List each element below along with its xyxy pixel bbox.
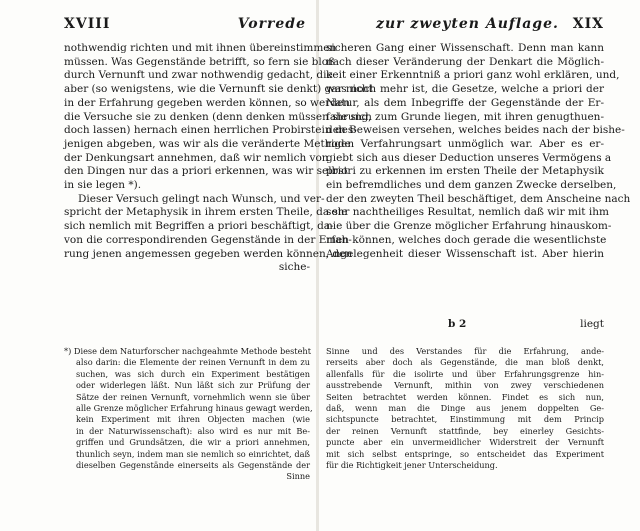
text-line: was noch mehr ist, die Gesetze, welche a priori der [326,83,604,96]
text-line: nach dieser Veränderung der Denkart die Möglich- [326,55,604,68]
text-line: sehr nachtheiliges Resultat, nemlich daß wir mit ihm [326,206,609,219]
page-number: XVIII [64,16,111,32]
footnote-catchword: Sinne [286,471,310,482]
footnote-line: daß, wenn man die Dinge aus jenem doppelten Ge- [326,403,604,414]
running-title: zur zweyten Auflage. [376,16,559,32]
footnote-line: Sinne und des Verstandes für die Erfahrung, ande- [326,346,604,356]
footnote-line: in der Naturwissenschaft): also wird es nur mit Be- [76,425,310,436]
footnote-line: kein Experiment mit ihren Objecten machen (wie [76,414,310,425]
text-line: in der Erfahrung gegeben werden können, so werden [64,96,350,109]
right-body-text [326,42,631,261]
text-line: sicheren Gang einer Wissenschaft. Denn man kann [326,42,604,54]
left-running-header [64,14,310,40]
text-line: jenigen abgeben, was wir als die veränderte Methode [64,137,351,150]
text-line: durch Vernunft und zwar nothwendig gedacht, die [64,69,333,82]
right-footnote [326,346,604,471]
text-line: priori zu erkennen im ersten Theile der Metaphysik [326,165,604,178]
text-line: spricht der Metaphysik in ihrem ersten Theile, da sie [64,206,348,219]
signature-mark: b 2 [448,318,467,330]
footnote-line: dieselben Gegenstände einerseits als Gegenstände der [76,460,310,471]
footnote-line: oder widerlegen läßt. Nun läßt sich zur Prüfung der [76,380,310,391]
footnote-line: Seiten betrachtet werden können. Findet es sich nun, [326,391,604,402]
text-line: rung jenen angemessen gegeben werden können, den [64,247,353,260]
text-line: Angelegenheit dieser Wissenschaft ist. Aber hierin [326,247,604,260]
page-number: XIX [572,16,604,32]
text-line: sich nemlich mit Begriffen a priori beschäftigt, da- [64,220,334,233]
text-line: nothwendig richten und mit ihnen übereinstimmen [64,42,337,54]
text-line: fahrung, zum Grunde liegen, mit ihren genugthuen- [326,110,604,123]
footnote-line: also darin: die Elemente der reinen Vernunft in dem zu [76,357,310,368]
text-line: rigen Verfahrungsart unmöglich war. Aber es er- [326,137,604,150]
text-line: den Dingen nur das a priori erkennen, was wir selbst [64,165,348,178]
footnote-line: griffen und Grundsätzen, die wir a priori annehmen, [76,437,310,448]
right-page [318,0,640,531]
left-body-text [64,42,373,275]
text-line: Natur, als dem Inbegriffe der Gegenstände der Er- [326,96,604,109]
footnote-line: allenfalls für die isolirte und über Erfahrungsgrenze hin- [326,368,604,379]
text-line: giebt sich aus dieser Deduction unseres Vermögens a [326,151,612,164]
running-title: Vorrede [237,16,306,32]
text-line: men können, welches doch gerade die wesentlichste [326,233,607,246]
text-line: der Denkungsart annehmen, daß wir nemlich von [64,151,329,164]
right-running-header [326,14,604,40]
text-line: ein befremdliches und dem ganzen Zwecke derselben, [326,179,617,192]
text-line: keit einer Erkenntniß a priori ganz wohl erklären, und, [326,69,620,82]
catchword: siche- [278,261,310,274]
footnote-line: ausstrebende Vernunft, mithin von zwey verschiedenen [326,380,604,391]
text-line: den Beweisen versehen, welches beides nach der bishe- [326,124,625,137]
footnote-line: thunlich seyn, indem man sie nemlich so einrichtet, daß [76,448,310,459]
text-line: nie über die Grenze möglicher Erfahrung hinauskom- [326,220,612,233]
footnote-line: alle Grenze möglicher Erfahrung hinaus gewagt werden, [76,403,313,414]
text-line: müssen. Was Gegenstände betrifft, so fern sie bloß [64,55,336,68]
footnote-line: mit sich selbst entspringe, so entscheidet das Experiment [326,448,604,459]
footnote-line: suchen, was sich durch ein Experiment bestätigen [76,368,310,379]
footnote-line: rerseits aber doch als Gegenstände, die man bloß denkt, [326,357,604,368]
footnote-line: Sätze der reinen Vernunft, vornehmlich wenn sie über [76,391,310,402]
text-line: die Versuche sie zu denken (denn denken müssen sie sich [64,110,372,123]
footnote-line: sichtspuncte betrachtet, Einstimmung mit dem Princip [326,414,604,425]
text-line: der den zweyten Theil beschäftiget, dem Anscheine nach [326,192,631,205]
footnote-line: *) Diese dem Naturforscher nachgeahmte Methode besteht [64,346,311,356]
footnote-line: für die Richtigkeit jener Unterscheidung. [326,460,498,471]
text-line: in sie legen *). [64,179,142,192]
text-line: aber (so wenigstens, wie die Vernunft sie denkt) gar nicht [64,83,373,96]
text-line: von die correspondirenden Gegenstände in der Erfah- [64,233,352,246]
footnote-line: der reinen Vernunft stattfinde, bey einerley Gesichts- [326,425,604,436]
left-footnote [64,346,313,483]
signature-row [318,318,604,332]
footnote-line: puncte aber ein unvermeidlicher Widerstreit der Vernunft [326,437,604,448]
text-line: doch lassen) hernach einen herrlichen Probirstein des- [64,124,357,137]
text-line: Dieser Versuch gelingt nach Wunsch, und ver- [78,192,325,205]
catchword: liegt [580,318,604,330]
